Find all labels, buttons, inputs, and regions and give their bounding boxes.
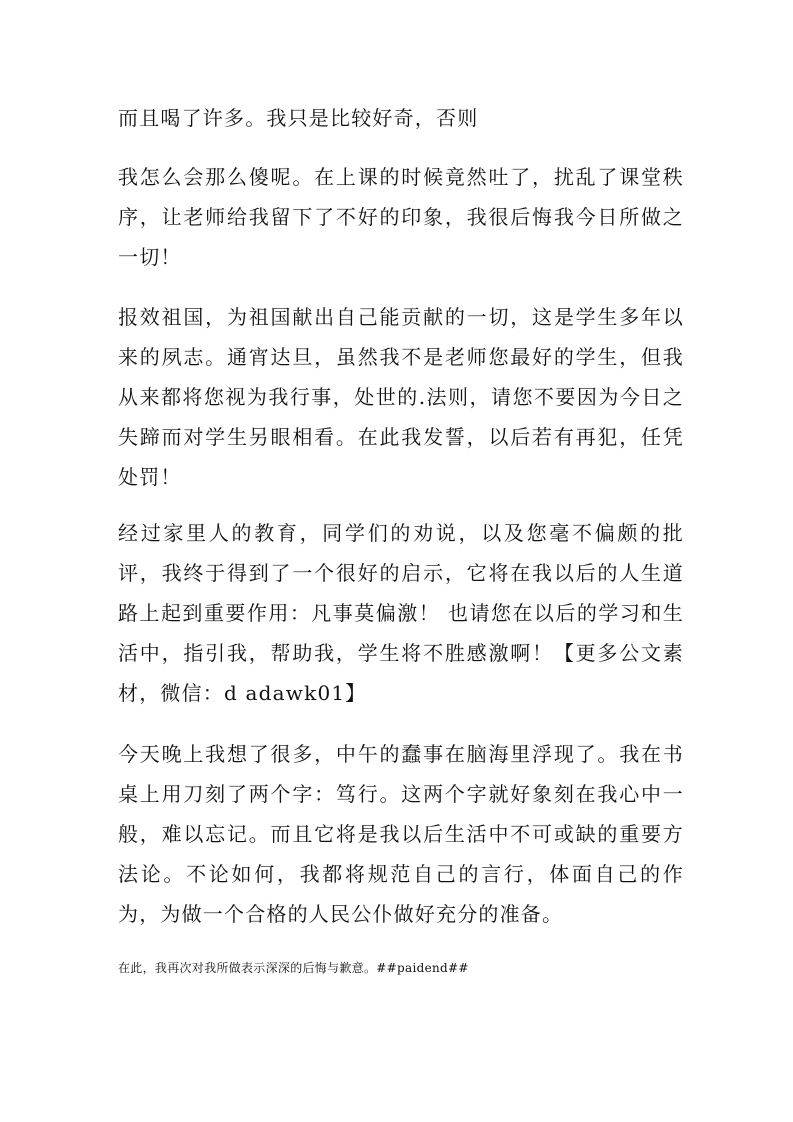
paragraph-3: 报效祖国，为祖国献出自己能贡献的一切，这是学生多年以来的夙志。通宵达旦，虽然我不是老师您最好的学生，但我从来都将您视为我行事，处世的.法则，请您不要因为今日之失蹄而对学生另眼相看。在此我发誓，以后若有再犯，任凭处罚！ xyxy=(118,305,684,489)
paragraph-5: 今天晚上我想了很多，中午的蠢事在脑海里浮现了。我在书桌上用刀刻了两个字：笃行。这两个字就好象刻在我心中一般，难以忘记。而且它将是我以后生活中不可或缺的重要方法论。不论如何，我都将规范自己的言行，体面自己的作为，为做一个合格的人民公仆做好充分的准备。 xyxy=(118,742,684,926)
closing-line: 在此，我再次对我所做表示深深的后悔与歉意。##paidend## xyxy=(118,961,469,975)
paragraph-4: 经过家里人的教育，同学们的劝说，以及您毫不偏颇的批评，我终于得到了一个很好的启示，它将在我以后的人生道路上起到重要作用：凡事莫偏激！ 也请您在以后的学习和生活中，指引我，帮助我，学生将不胜感激啊！【更多公文素材，微信：d adawk01】 xyxy=(118,521,684,705)
paragraph-2: 我怎么会那么傻呢。在上课的时候竟然吐了，扰乱了课堂秩序，让老师给我留下了不好的印象，我很后悔我今日所做之一切！ xyxy=(118,165,684,269)
paragraph-1: 而且喝了许多。我只是比较好奇，否则 xyxy=(118,106,479,130)
